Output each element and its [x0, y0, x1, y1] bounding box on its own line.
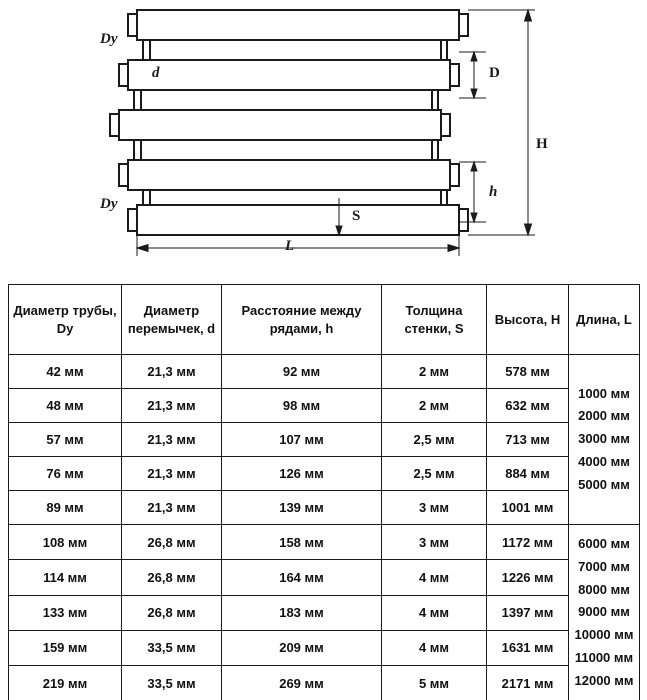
cell-pipe-diameter: 219 мм: [9, 666, 122, 700]
cell-pipe-diameter: 114 мм: [9, 560, 122, 595]
spec-table: [8, 284, 640, 700]
cell-height: 1001 мм: [487, 491, 569, 525]
spec-table-wrap: [8, 284, 639, 700]
cell-wall-thickness: 4 мм: [382, 560, 487, 595]
cell-row-spacing: 183 мм: [222, 595, 382, 630]
cell-pipe-diameter: 159 мм: [9, 630, 122, 665]
cell-row-spacing: 107 мм: [222, 423, 382, 457]
cell-row-spacing: 126 мм: [222, 457, 382, 491]
cell-row-spacing: 98 мм: [222, 389, 382, 423]
label-D-right: D: [489, 65, 500, 81]
cell-wall-thickness: 3 мм: [382, 491, 487, 525]
cell-height: 1226 мм: [487, 560, 569, 595]
table-head: [9, 285, 640, 355]
drawing-svg: [0, 0, 647, 278]
label-d-inner: d: [152, 65, 160, 81]
cell-wall-thickness: 2,5 мм: [382, 457, 487, 491]
header-row-spacing: Расстояние между рядами, h: [222, 285, 382, 355]
cell-length-group-b: 6000 мм 7000 мм 8000 мм 9000 мм 10000 мм 11000 мм 12000 мм: [569, 525, 640, 700]
cell-height: 1397 мм: [487, 595, 569, 630]
cell-wall-thickness: 2 мм: [382, 389, 487, 423]
cell-height: 1631 мм: [487, 630, 569, 665]
cell-pipe-diameter: 42 мм: [9, 355, 122, 389]
cell-jumper-diameter: 21,3 мм: [122, 491, 222, 525]
cell-length-group-a: 1000 мм 2000 мм 3000 мм 4000 мм 5000 мм: [569, 355, 640, 525]
cell-wall-thickness: 5 мм: [382, 666, 487, 700]
cell-jumper-diameter: 33,5 мм: [122, 630, 222, 665]
table-body: [9, 355, 640, 700]
cell-jumper-diameter: 33,5 мм: [122, 666, 222, 700]
cell-jumper-diameter: 26,8 мм: [122, 560, 222, 595]
table-row: [9, 595, 640, 630]
header-height: Высота, H: [487, 285, 569, 355]
cell-jumper-diameter: 21,3 мм: [122, 423, 222, 457]
cell-pipe-diameter: 48 мм: [9, 389, 122, 423]
label-dy-bottom: Dy: [100, 196, 118, 212]
table-row: [9, 525, 640, 560]
cell-row-spacing: 209 мм: [222, 630, 382, 665]
cell-height: 632 мм: [487, 389, 569, 423]
header-wall-thickness: Толщина стенки, S: [382, 285, 487, 355]
cell-pipe-diameter: 57 мм: [9, 423, 122, 457]
cell-jumper-diameter: 21,3 мм: [122, 355, 222, 389]
cell-jumper-diameter: 26,8 мм: [122, 525, 222, 560]
table-row: [9, 560, 640, 595]
cell-wall-thickness: 4 мм: [382, 595, 487, 630]
table-row: [9, 423, 640, 457]
cell-height: 1172 мм: [487, 525, 569, 560]
cell-row-spacing: 139 мм: [222, 491, 382, 525]
cell-height: 713 мм: [487, 423, 569, 457]
cell-pipe-diameter: 133 мм: [9, 595, 122, 630]
label-dy-top: Dy: [100, 31, 118, 47]
table-row: [9, 666, 640, 700]
header-length: Длина, L: [569, 285, 640, 355]
cell-pipe-diameter: 76 мм: [9, 457, 122, 491]
table-row: [9, 630, 640, 665]
cell-row-spacing: 92 мм: [222, 355, 382, 389]
table-row: [9, 389, 640, 423]
cell-height: 2171 мм: [487, 666, 569, 700]
cell-jumper-diameter: 21,3 мм: [122, 457, 222, 491]
cell-wall-thickness: 4 мм: [382, 630, 487, 665]
header-jumper-diameter: Диаметр перемычек, d: [122, 285, 222, 355]
cell-height: 578 мм: [487, 355, 569, 389]
table-row: [9, 355, 640, 389]
label-S-bottom: S: [352, 208, 361, 224]
label-h-right: h: [489, 184, 498, 200]
cell-row-spacing: 164 мм: [222, 560, 382, 595]
cell-wall-thickness: 2,5 мм: [382, 423, 487, 457]
cell-pipe-diameter: 89 мм: [9, 491, 122, 525]
label-L-bottom: L: [285, 238, 295, 254]
table-header-row: [9, 285, 640, 355]
cell-wall-thickness: 2 мм: [382, 355, 487, 389]
cell-row-spacing: 158 мм: [222, 525, 382, 560]
table-row: [9, 491, 640, 525]
cell-jumper-diameter: 21,3 мм: [122, 389, 222, 423]
table-row: [9, 457, 640, 491]
cell-pipe-diameter: 108 мм: [9, 525, 122, 560]
cell-row-spacing: 269 мм: [222, 666, 382, 700]
cell-jumper-diameter: 26,8 мм: [122, 595, 222, 630]
label-H-right: H: [536, 136, 548, 152]
cell-height: 884 мм: [487, 457, 569, 491]
radiator-drawing: [0, 0, 647, 278]
cell-wall-thickness: 3 мм: [382, 525, 487, 560]
header-pipe-diameter: Диаметр трубы, Dy: [9, 285, 122, 355]
